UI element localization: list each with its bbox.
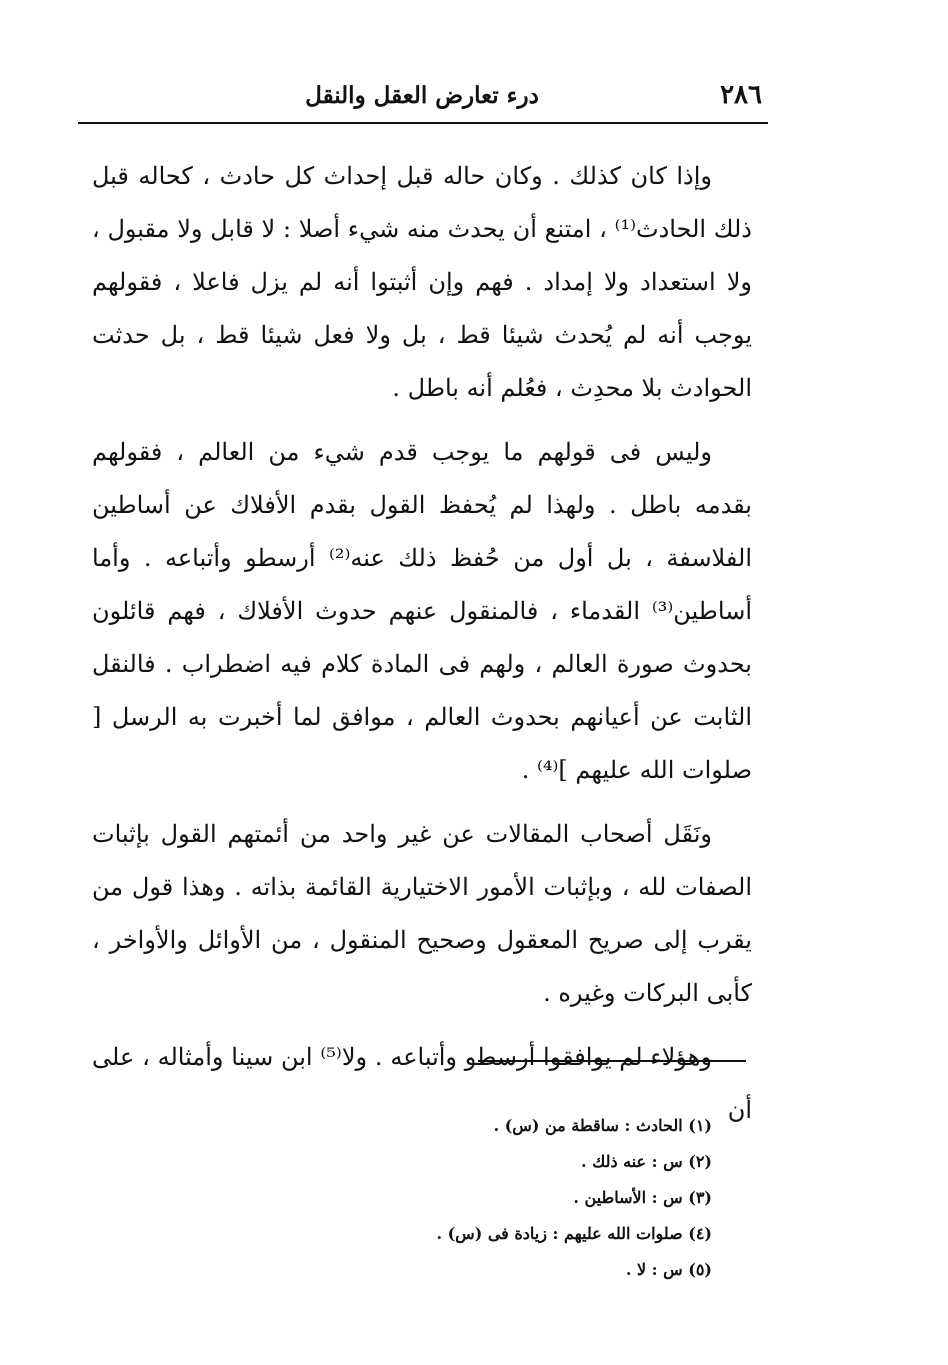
footnote-1: (١) الحادث : ساقطة من (س) .: [493, 1116, 712, 1135]
paragraph-1: وإذا كان كذلك . وكان حاله قبل إحداث كل حادث ، كحاله قبل ذلك الحادث⁽¹⁾ ، امتنع أن يحدث منه شيء أصلا : لا قابل ولا مقبول ، ولا استعداد ولا إمداد . فهم وإن أثبتوا أنه لم يزل فاعلا ، فقولهم يوجب أنه لم يُحدث شيئا قط ، بل ولا فعل شيئا قط ، بل حدثت الحوادث بلا محدِث ، فعُلم أنه باطل .: [92, 162, 752, 402]
running-title: درء تعارض العقل والنقل: [305, 82, 539, 109]
page-number: ٢٨٦: [720, 80, 762, 110]
footnote-rule: [478, 1060, 746, 1062]
footnote-5: (٥) س : لا .: [625, 1260, 712, 1279]
footnote-3: (٣) س : الأساطين .: [573, 1188, 712, 1207]
main-text: [92, 150, 752, 1148]
footnote-2: (٢) س : عنه ذلك .: [580, 1152, 712, 1171]
paragraph-2: وليس فى قولهم ما يوجب قدم شيء من العالم ، فقولهم بقدمه باطل . ولهذا لم يُحفظ القول بقدم الأفلاك عن أساطين الفلاسفة ، بل أول من حُفظ ذلك عنه⁽²⁾ أرسطو وأتباعه . وأما أساطين⁽³⁾ القدماء ، فالمنقول عنهم حدوث الأفلاك ، فهم قائلون بحدوث صورة العالم ، ولهم فى المادة كلام فيه اضطراب . فالنقل الثابت عن أعيانهم بحدوث العالم ، موافق لما أخبرت به الرسل [ صلوات الله عليهم ]⁽⁴⁾ .: [92, 438, 752, 784]
page-header: [78, 78, 766, 124]
paragraph-4: وهؤلاء لم يوافقوا أرسطو وأتباعه . ولا⁽⁵⁾ ابن سينا وأمثاله ، على أن: [92, 1043, 752, 1124]
paragraph-3: ونَقَل أصحاب المقالات عن غير واحد من أئمتهم القول بإثبات الصفات لله ، وبإثبات الأمور الاختيارية القائمة بذاته . وهذا قول من يقرب إلى صريح المعقول وصحيح المنقول ، من الأوائل والأواخر ، كأبى البركات وغيره .: [92, 820, 752, 1007]
footnote-4: (٤) صلوات الله عليهم : زيادة فى (س) .: [436, 1224, 712, 1243]
header-rule: [78, 122, 768, 124]
footnotes: [300, 1108, 712, 1288]
